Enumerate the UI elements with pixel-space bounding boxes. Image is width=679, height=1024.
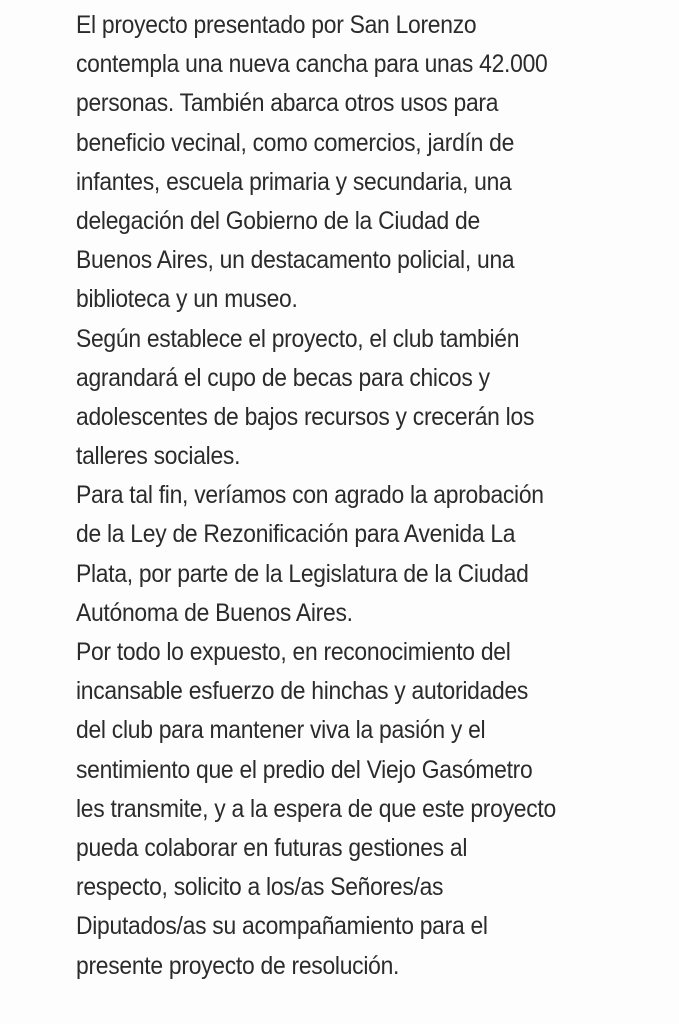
text-line: biblioteca y un museo. (76, 285, 298, 314)
text-line: delegación del Gobierno de la Ciudad de (76, 206, 480, 235)
text-line: Por todo lo expuesto, en reconocimiento del (76, 638, 511, 666)
text-line: Diputados/as su acompañamiento para el (76, 912, 488, 941)
text-line: agrandará el cupo de becas para chicos y (76, 363, 490, 392)
text-line: sentimiento que el predio del Viejo Gasómetro (76, 755, 533, 784)
document-body-text (76, 6, 625, 986)
text-line: Buenos Aires, un destacamento policial, una (76, 246, 515, 275)
text-line: les transmite, y a la espera de que este proyecto (76, 794, 556, 823)
text-line: de la Ley de Rezonificación para Avenida La (76, 520, 516, 549)
text-line: personas. También abarca otros usos para (76, 89, 499, 118)
text-line: talleres sociales. (76, 442, 241, 471)
text-line: contempla una nueva cancha para unas 42.000 (76, 50, 548, 79)
text-line: pueda colaborar en futuras gestiones al (76, 833, 468, 862)
text-line: Autónoma de Buenos Aires. (76, 598, 353, 627)
text-line: El proyecto presentado por San Lorenzo (76, 11, 477, 39)
text-line: del club para mantener viva la pasión y el (76, 716, 486, 745)
text-line: beneficio vecinal, como comercios, jardín de (76, 128, 515, 157)
text-line: adolescentes de bajos recursos y crecerán los (76, 402, 535, 431)
text-line: respecto, solicito a los/as Señores/as (76, 873, 444, 902)
text-line: infantes, escuela primaria y secundaria, una (76, 167, 512, 196)
text-line: Para tal fin, veríamos con agrado la aprobación (76, 481, 544, 510)
text-line: incansable esfuerzo de hinchas y autoridades (76, 677, 529, 706)
text-line: Según establece el proyecto, el club también (76, 324, 520, 353)
text-line: presente proyecto de resolución. (76, 951, 400, 980)
text-line: Plata, por parte de la Legislatura de la Ciudad (76, 559, 529, 588)
